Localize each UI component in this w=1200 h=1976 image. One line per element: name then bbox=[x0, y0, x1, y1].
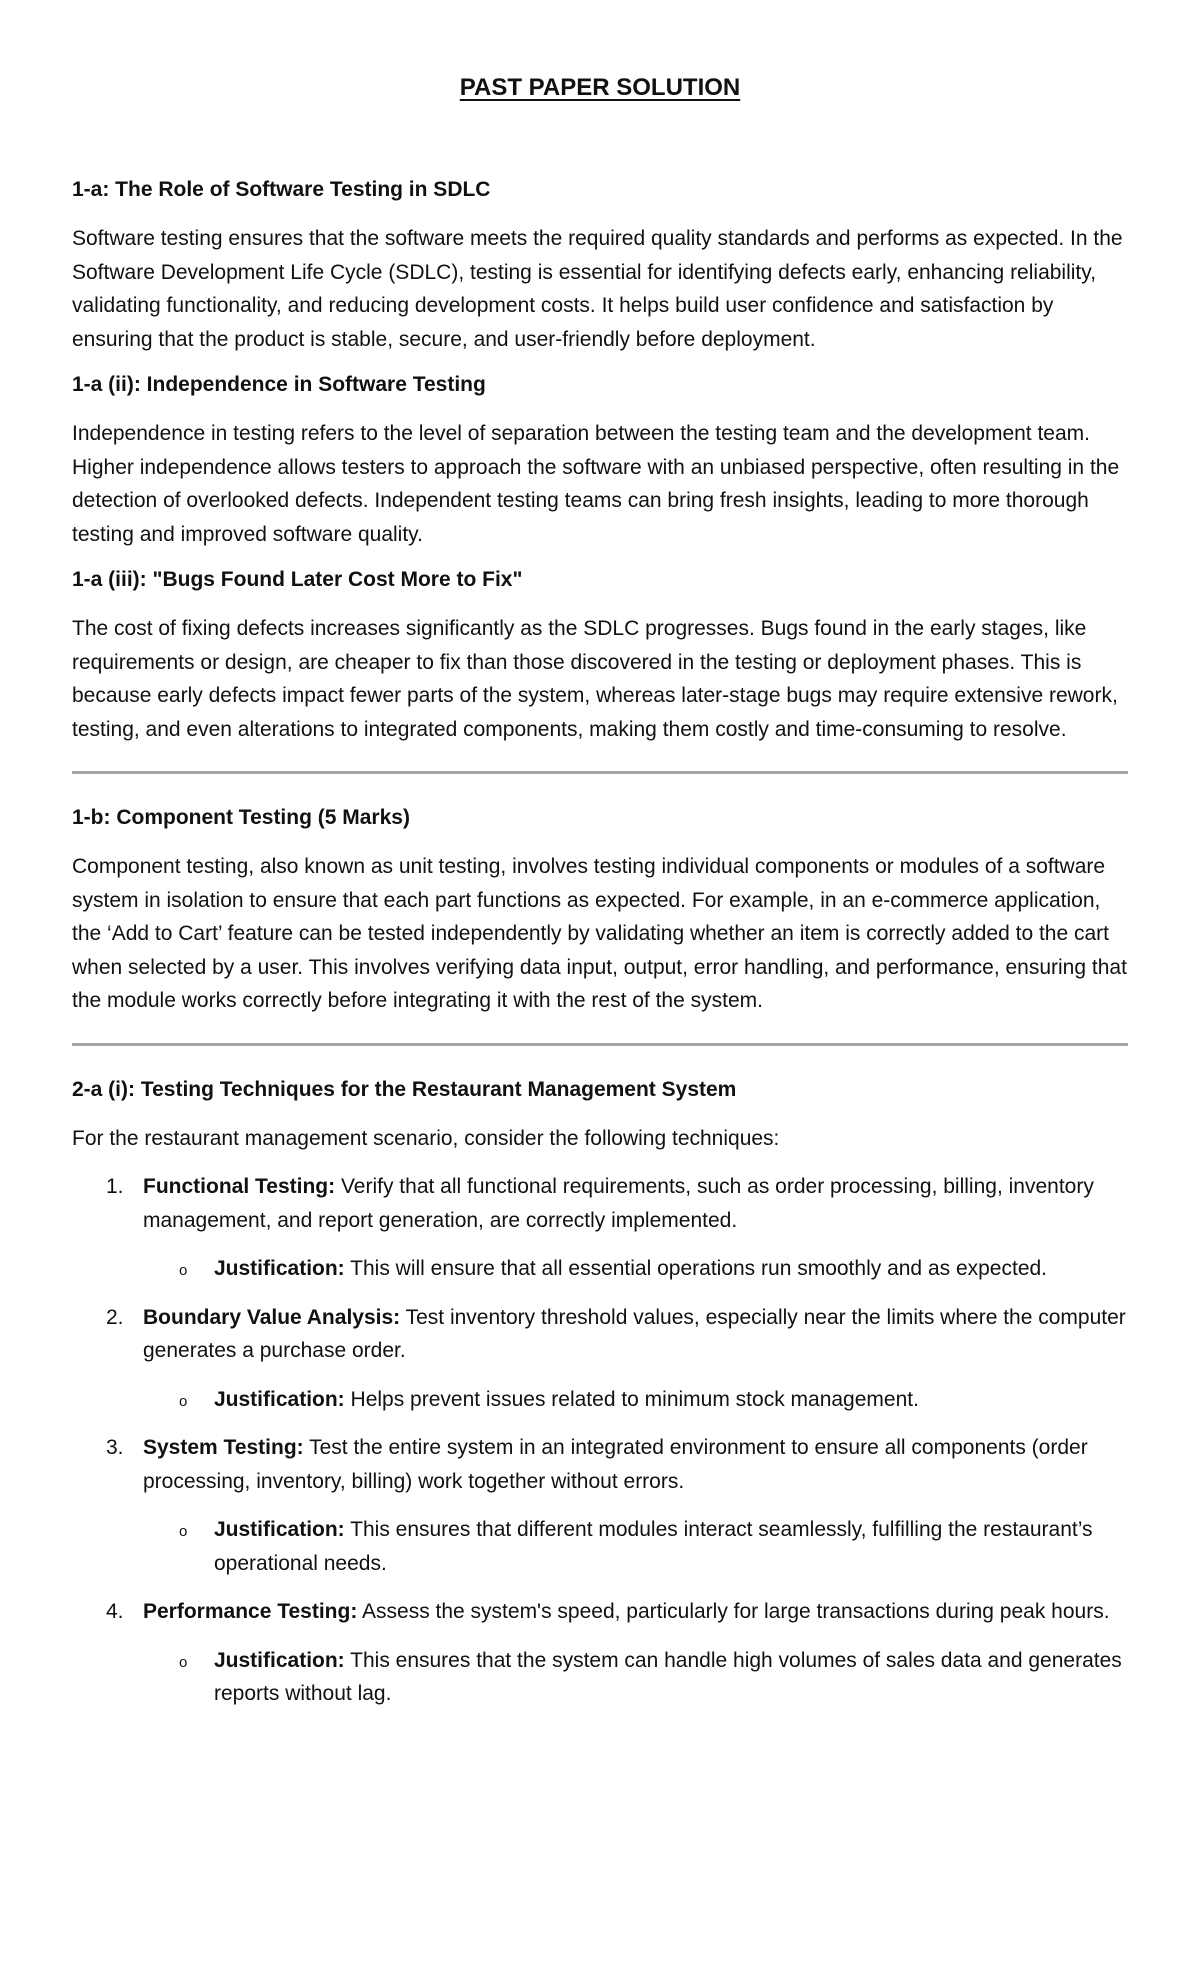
technique-label: Performance Testing: bbox=[143, 1600, 358, 1623]
list-item bbox=[72, 1595, 1128, 1711]
bullet-icon: o bbox=[179, 1262, 188, 1279]
justification-label: Justification: bbox=[214, 1257, 345, 1280]
section-heading: 1-b: Component Testing (5 Marks) bbox=[72, 806, 410, 829]
section-body: Independence in testing refers to the level of separation between the testing team and the development team. Higher independence allows testers to approach the software with an unbiased perspective, often resulting in the detection of overlooked defects. Independent testing teams can bring fresh insights, leading to more thorough testing and improved software quality. bbox=[72, 422, 1120, 546]
section-1a-iii bbox=[72, 566, 1128, 746]
justification bbox=[143, 1644, 1128, 1711]
justification-text: This will ensure that all essential operations run smoothly and as expected. bbox=[344, 1257, 1048, 1280]
justification bbox=[143, 1513, 1128, 1580]
bullet-icon: o bbox=[179, 1392, 188, 1410]
section-intro: For the restaurant management scenario, consider the following techniques: bbox=[72, 1126, 780, 1150]
technique-list bbox=[72, 1170, 1128, 1711]
list-item bbox=[72, 1431, 1128, 1580]
section-heading: 1-a (ii): Independence in Software Testing bbox=[72, 373, 486, 396]
section-1b bbox=[72, 804, 1128, 1018]
technique-text: Verify that all functional requirements, such as order processing, billing, inventory management, and report generation, are correctly implemented. bbox=[143, 1175, 1094, 1232]
section-body: Software testing ensures that the software meets the required quality standards and performs as expected. In the Software Development Life Cycle (SDLC), testing is essential for identifying defects early, enhancing reliability, validating functionality, and reducing development costs. It helps build user confidence and satisfaction by ensuring that the product is stable, secure, and user-friendly before deployment. bbox=[72, 227, 1123, 351]
technique-label: Functional Testing: bbox=[143, 1175, 336, 1198]
section-2a-i bbox=[72, 1076, 1128, 1711]
section-heading: 1-a (iii): "Bugs Found Later Cost More to Fix" bbox=[72, 568, 523, 591]
list-item-number: 4. bbox=[106, 1600, 124, 1623]
technique-label: Boundary Value Analysis: bbox=[143, 1305, 401, 1329]
section-body: The cost of fixing defects increases significantly as the SDLC progresses. Bugs found in the early stages, like requirements or design, are cheaper to fix than those discovered in the testing or deployment phases. This is because early defects impact fewer parts of the system, whereas later-stage bugs may require extensive rework, testing, and even alterations to integrated components, making them costly and time-consuming to resolve. bbox=[72, 617, 1118, 741]
list-item-body bbox=[143, 1170, 1128, 1237]
list-item-number: 1. bbox=[106, 1175, 124, 1198]
section-divider bbox=[72, 771, 1128, 774]
bullet-icon: o bbox=[179, 1653, 188, 1671]
section-divider bbox=[72, 1043, 1128, 1046]
list-item-body bbox=[143, 1431, 1128, 1498]
section-1a bbox=[72, 176, 1128, 356]
list-item bbox=[72, 1170, 1128, 1286]
bullet-icon: o bbox=[179, 1523, 188, 1540]
list-item-body bbox=[143, 1301, 1128, 1368]
list-item-number: 2. bbox=[106, 1305, 124, 1329]
technique-text: Test inventory threshold values, especially near the limits where the computer generates a purchase order. bbox=[143, 1305, 1126, 1362]
justification-label: Justification: bbox=[214, 1518, 345, 1541]
justification-text: Helps prevent issues related to minimum stock management. bbox=[344, 1387, 919, 1411]
justification-text: This ensures that different modules interact seamlessly, fulfilling the restaurant’s operational needs. bbox=[214, 1518, 1093, 1575]
technique-text: Assess the system's speed, particularly for large transactions during peak hours. bbox=[357, 1600, 1110, 1623]
section-heading: 1-a: The Role of Software Testing in SDLC bbox=[72, 178, 491, 201]
document-title: PAST PAPER SOLUTION bbox=[459, 74, 741, 101]
section-body: Component testing, also known as unit testing, involves testing individual components or modules of a software system in isolation to ensure that each part functions as expected. For example, in an e-commerce application, the ‘Add to Cart’ feature can be tested independently by validating whether an item is correctly added to the cart when selected by a user. This involves verifying data input, output, error handling, and performance, ensuring that the module works correctly before integrating it with the rest of the system. bbox=[72, 855, 1127, 1012]
section-heading: 2-a (i): Testing Techniques for the Restaurant Management System bbox=[72, 1077, 737, 1101]
list-item-body bbox=[143, 1595, 1128, 1629]
justification-text: This ensures that the system can handle high volumes of sales data and generates reports without lag. bbox=[214, 1648, 1122, 1705]
section-1a-ii bbox=[72, 371, 1128, 551]
list-item bbox=[72, 1301, 1128, 1417]
justification bbox=[143, 1252, 1128, 1286]
justification bbox=[143, 1383, 1128, 1417]
justification-label: Justification: bbox=[214, 1648, 345, 1672]
technique-label: System Testing: bbox=[143, 1436, 304, 1459]
list-item-number: 3. bbox=[106, 1436, 124, 1459]
justification-label: Justification: bbox=[214, 1387, 345, 1411]
technique-text: Test the entire system in an integrated environment to ensure all components (order processing, inventory, billing) work together without errors. bbox=[143, 1436, 1088, 1493]
